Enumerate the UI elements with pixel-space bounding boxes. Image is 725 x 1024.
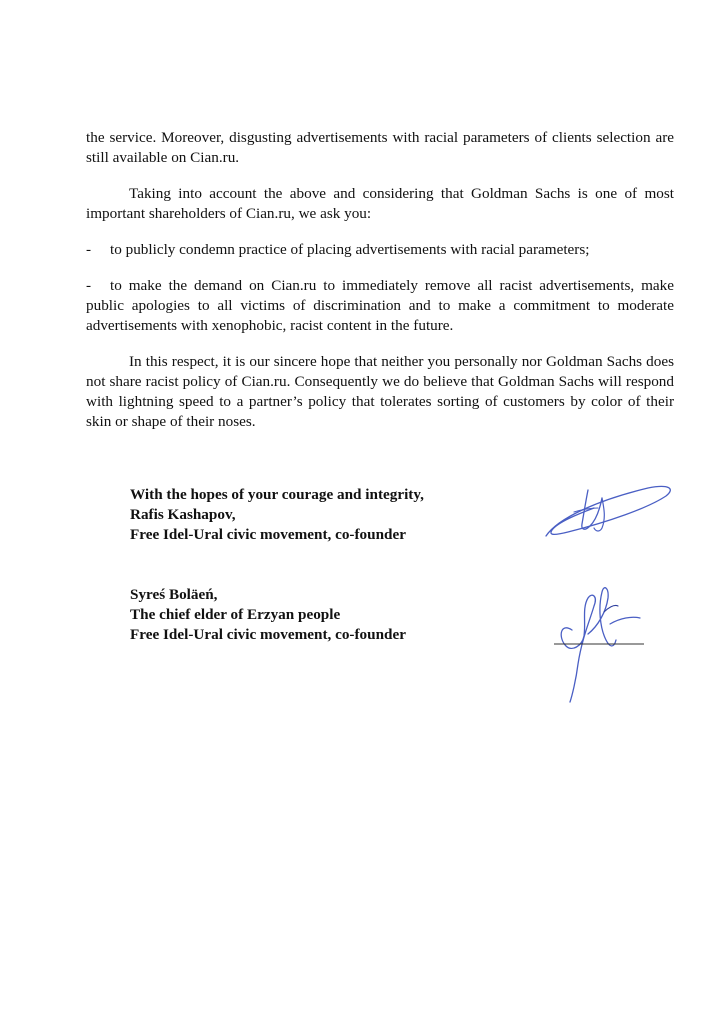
letter-body: [86, 128, 674, 448]
request-item-condemn: [86, 240, 674, 260]
request-item-remove: [86, 276, 674, 336]
closing-line: With the hopes of your courage and integrity,: [130, 486, 424, 503]
signatory-title: Free Idel-Ural civic movement, co-founder: [130, 526, 406, 543]
signatory-title: The chief elder of Erzyan people: [130, 606, 341, 623]
request-item-text: to publicly condemn practice of placing advertisements with racial parameters;: [110, 241, 590, 258]
signatory-block-bolaen: [130, 585, 406, 645]
signatory-block-kashapov: [130, 485, 424, 545]
request-item-text: to make the demand on Cian.ru to immediately remove all racist advertisements, make public apologies to all victims of discrimination and to make a commitment to moderate advertisements with xenophobic, racist content in the future.: [86, 277, 674, 334]
handwritten-signature-kashapov: [538, 478, 678, 546]
signatory-organization: Free Idel-Ural civic movement, co-founder: [130, 626, 406, 643]
signatory-name: Rafis Kashapov,: [130, 506, 236, 523]
paragraph-continuation: the service. Moreover, disgusting advertisements with racial parameters of clients selection are still available on Cian.ru.: [86, 129, 674, 166]
bullet-dash: -: [86, 241, 92, 258]
paragraph-request-intro: Taking into account the above and considering that Goldman Sachs is one of most important shareholders of Cian.ru, we ask you:: [86, 185, 674, 222]
signatory-name: Syreś Boläeń,: [130, 586, 218, 603]
handwritten-signature-bolaen: [548, 568, 648, 708]
bullet-dash: -: [86, 277, 92, 294]
paragraph-conclusion: In this respect, it is our sincere hope that neither you personally nor Goldman Sachs does not share racist policy of Cian.ru. Consequently we do believe that Goldman Sachs will respond with lightning speed to a partner’s policy that tolerates sorting of customers by color of their skin or shape of their noses.: [86, 353, 674, 430]
